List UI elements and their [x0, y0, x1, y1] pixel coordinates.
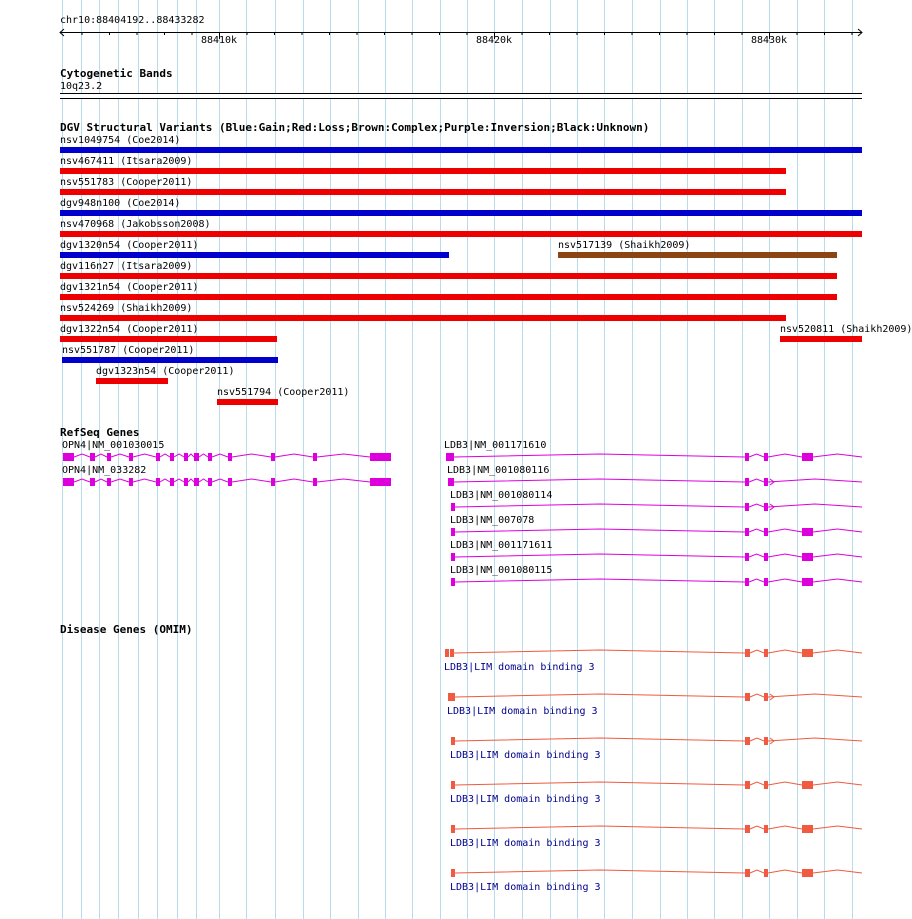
variant-bar-gain[interactable] — [60, 252, 449, 258]
variant-label: nsv467411 (Itsara2009) — [60, 156, 193, 167]
intron-line — [749, 579, 764, 582]
refseq-gene-model[interactable] — [0, 574, 890, 590]
intron-line — [813, 650, 862, 653]
ruler-tick-label: 88430k — [750, 35, 788, 46]
variant-bar-loss[interactable] — [60, 315, 786, 321]
exon-block — [451, 503, 455, 511]
intron-line — [768, 870, 802, 873]
exon-block — [802, 649, 813, 657]
intron-line — [455, 579, 745, 582]
intron-line — [455, 870, 745, 873]
exon-block — [802, 869, 813, 877]
exon-block — [764, 553, 768, 561]
intron-line — [768, 782, 802, 785]
intron-line — [813, 782, 862, 785]
exon-block — [451, 737, 455, 745]
refseq-gene-label: OPN4|NM_033282 — [62, 465, 147, 476]
variant-label: nsv517139 (Shaikh2009) — [558, 240, 691, 251]
intron-line — [455, 504, 745, 507]
exon-block — [451, 825, 455, 833]
exon-block — [764, 693, 768, 701]
exon-block — [745, 503, 749, 511]
intron-line — [455, 826, 745, 829]
refseq-gene-label: OPN4|NM_001030015 — [62, 440, 165, 451]
exon-block — [448, 693, 455, 701]
exon-block — [764, 503, 768, 511]
intron-line — [455, 694, 745, 697]
variant-label: nsv551783 (Cooper2011) — [60, 177, 193, 188]
omim-gene-label[interactable]: LDB3|LIM domain binding 3 — [450, 838, 601, 849]
intron-line — [768, 694, 862, 697]
intron-line — [749, 504, 764, 507]
omim-gene-model[interactable] — [0, 733, 890, 749]
exon-block — [745, 553, 749, 561]
exon-block — [745, 528, 749, 536]
exon-block — [446, 453, 454, 461]
exon-block — [745, 478, 749, 486]
exon-block — [451, 528, 455, 536]
intron-line — [768, 529, 802, 532]
variant-bar-loss[interactable] — [60, 273, 837, 279]
intron-line — [813, 826, 862, 829]
intron-line — [813, 454, 862, 457]
variant-bar-gain[interactable] — [60, 210, 862, 216]
variant-bar-loss[interactable] — [780, 336, 862, 342]
exon-block — [764, 453, 768, 461]
intron-line — [749, 479, 764, 482]
omim-gene-model[interactable] — [0, 777, 890, 793]
exon-block — [745, 737, 750, 745]
variant-bar-loss[interactable] — [60, 336, 277, 342]
intron-line — [455, 529, 745, 532]
variant-label: nsv1049754 (Coe2014) — [60, 135, 181, 146]
refseq-gene-model[interactable] — [0, 524, 890, 540]
exon-block — [451, 869, 455, 877]
variant-label: nsv470968 (Jakobsson2008) — [60, 219, 211, 230]
variant-label: dgv1320n54 (Cooper2011) — [60, 240, 199, 251]
exon-block — [764, 825, 768, 833]
exon-block — [764, 528, 768, 536]
variant-label: dgv1322n54 (Cooper2011) — [60, 324, 199, 335]
cytoband-track-title: Cytogenetic Bands — [60, 67, 173, 80]
refseq-gene-label: LDB3|NM_007078 — [450, 515, 535, 526]
intron-line — [768, 504, 862, 507]
variant-label: dgv1323n54 (Cooper2011) — [96, 366, 235, 377]
variant-bar-loss[interactable] — [96, 378, 168, 384]
exon-block — [802, 781, 813, 789]
omim-gene-model[interactable] — [0, 645, 890, 661]
omim-gene-label[interactable]: LDB3|LIM domain binding 3 — [450, 882, 601, 893]
variant-bar-loss[interactable] — [60, 294, 837, 300]
exon-block — [745, 649, 750, 657]
variant-bar-complex[interactable] — [558, 252, 837, 258]
refseq-gene-label: LDB3|NM_001080114 — [450, 490, 553, 501]
intron-line — [750, 694, 764, 697]
cytoband-bar[interactable] — [60, 93, 862, 99]
exon-block — [802, 825, 813, 833]
refseq-gene-label: LDB3|NM_001080116 — [447, 465, 550, 476]
intron-line — [768, 650, 802, 653]
omim-gene-label[interactable]: LDB3|LIM domain binding 3 — [447, 706, 598, 717]
refseq-gene-label: LDB3|NM_001171611 — [450, 540, 553, 551]
intron-line — [768, 826, 802, 829]
exon-block — [450, 649, 454, 657]
intron-line — [750, 826, 764, 829]
intron-line — [750, 650, 764, 653]
exon-block — [745, 693, 750, 701]
refseq-track-title: RefSeq Genes — [60, 426, 140, 439]
exon-block — [802, 553, 813, 561]
exon-block — [764, 578, 768, 586]
intron-line — [750, 782, 764, 785]
intron-line — [813, 554, 862, 557]
intron-line — [455, 738, 745, 741]
exon-block — [451, 578, 455, 586]
intron-line — [768, 454, 802, 457]
intron-line — [454, 650, 745, 653]
exon-block — [764, 478, 768, 486]
refseq-gene-label: LDB3|NM_001080115 — [450, 565, 553, 576]
refseq-gene-model[interactable] — [0, 474, 890, 490]
variant-label: nsv551794 (Cooper2011) — [217, 387, 350, 398]
intron-line — [768, 479, 862, 482]
omim-gene-model[interactable] — [0, 865, 890, 881]
omim-track-title: Disease Genes (OMIM) — [60, 623, 193, 636]
exon-block — [764, 649, 768, 657]
intron-line — [454, 479, 745, 482]
variant-label: nsv551787 (Cooper2011) — [62, 345, 195, 356]
intron-line — [768, 554, 802, 557]
omim-gene-label[interactable]: LDB3|LIM domain binding 3 — [450, 750, 601, 761]
intron-line — [813, 870, 862, 873]
exon-block — [451, 781, 455, 789]
dgv-track-title: DGV Structural Variants (Blue:Gain;Red:Loss;Brown:Complex;Purple:Inversion;Black:Unknown) — [60, 121, 650, 134]
variant-bar-loss[interactable] — [60, 168, 786, 174]
exon-block — [802, 578, 813, 586]
exon-block — [448, 478, 454, 486]
ruler-tick-label: 88410k — [200, 35, 238, 46]
refseq-gene-model[interactable] — [0, 499, 890, 515]
omim-gene-model[interactable] — [0, 821, 890, 837]
variant-label: dgv1321n54 (Cooper2011) — [60, 282, 199, 293]
refseq-gene-model[interactable] — [0, 449, 890, 465]
cytoband-label: 10q23.2 — [60, 81, 103, 92]
ruler-tick-label: 88420k — [475, 35, 513, 46]
exon-block — [745, 453, 749, 461]
variant-bar-loss[interactable] — [60, 231, 862, 237]
exon-block — [764, 781, 768, 789]
exon-block — [745, 869, 750, 877]
intron-line — [749, 554, 764, 557]
intron-line — [813, 579, 862, 582]
exon-block — [764, 869, 768, 877]
variant-label: dgv116n27 (Itsara2009) — [60, 261, 193, 272]
variant-bar-loss[interactable] — [217, 399, 278, 405]
omim-gene-label[interactable]: LDB3|LIM domain binding 3 — [450, 794, 601, 805]
refseq-gene-label: LDB3|NM_001171610 — [444, 440, 547, 451]
exon-block — [802, 453, 813, 461]
variant-bar-loss[interactable] — [60, 189, 786, 195]
exon-block — [745, 578, 749, 586]
intron-line — [749, 454, 764, 457]
intron-line — [750, 870, 764, 873]
variant-label: nsv524269 (Shaikh2009) — [60, 303, 193, 314]
omim-gene-model[interactable] — [0, 689, 890, 705]
intron-line — [455, 554, 745, 557]
location-label: chr10:88404192..88433282 — [60, 15, 205, 26]
exon-block — [745, 825, 750, 833]
variant-label: dgv948n100 (Coe2014) — [60, 198, 181, 209]
intron-line — [749, 529, 764, 532]
exon-block — [764, 737, 768, 745]
exon-block — [445, 649, 449, 657]
intron-line — [813, 529, 862, 532]
exon-block — [802, 528, 813, 536]
variant-bar-gain[interactable] — [60, 147, 862, 153]
exon-block — [745, 781, 750, 789]
intron-line — [768, 579, 802, 582]
variant-bar-gain[interactable] — [62, 357, 278, 363]
intron-line — [455, 782, 745, 785]
intron-line — [454, 454, 745, 457]
intron-line — [750, 738, 764, 741]
omim-gene-label[interactable]: LDB3|LIM domain binding 3 — [444, 662, 595, 673]
exon-block — [451, 553, 455, 561]
variant-label: nsv520811 (Shaikh2009) — [780, 324, 912, 335]
intron-line — [768, 738, 862, 741]
refseq-gene-model[interactable] — [0, 549, 890, 565]
